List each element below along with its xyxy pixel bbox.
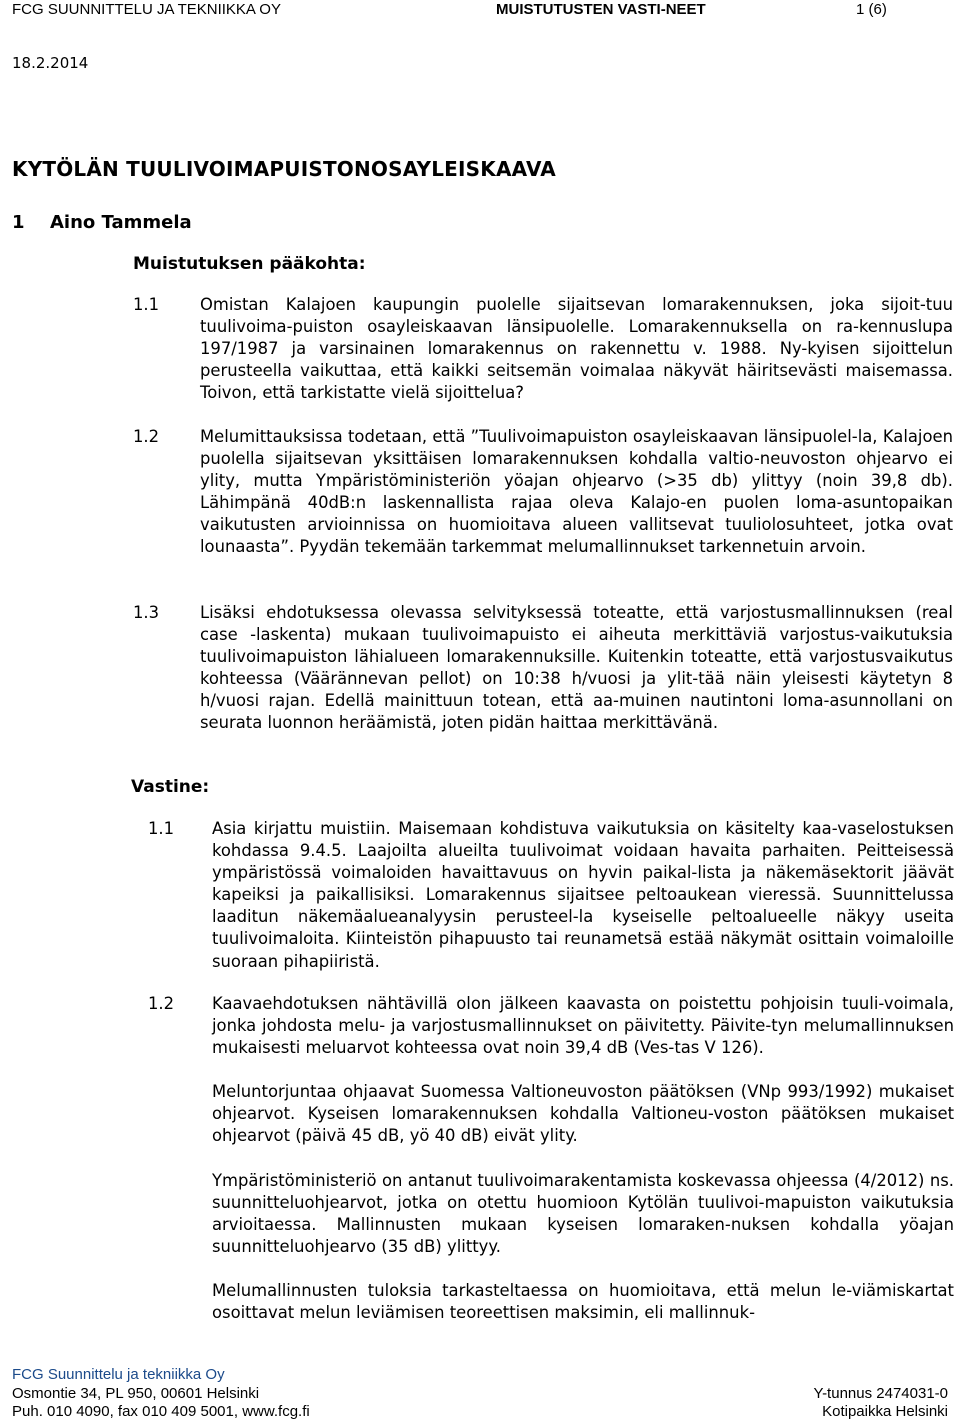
item-paragraph: Meluntorjuntaa ohjaavat Suomessa Valtioneuvoston päätöksen (VNp 993/1992) mukaiset ohjearvot. Kyseisen lomarakennuksen kohdalla Valtioneu-voston päätöksen mukaiset ohjearvot (päivä 45 dB, yö 40 dB) eivät ylity. [212,1082,954,1146]
header-page-number: 1 (6) [856,1,887,18]
item-paragraph: Ympäristöministeriö on antanut tuulivoimarakentamista koskevassa ohjeessa (4/2012) ns. suunnitteluohjearvot, jotka on otettu huomioon Kytölän tuulivoi-mapuiston vaikutuksia arvioitaessa. Mallinnusten mukaan kyseisen lomaraken-nuksen kohdalla yöajan suunnitteluohjearvo (35 dB) ylittyy. [212,1170,954,1256]
item-paragraph: Lisäksi ehdotuksessa olevassa selvityksessä toteatte, että varjostusmallinnuksen (real case -laskenta) mukaan tuulivoimapuisto ei aiheuta merkittäviä varjostus-vaikutuksia tuulivoimapuiston lähialueen lomarakennuksille. Kuitenkin toteatte, että varjostusvaikutus kohteessa (Väärännevan pellot) on 10:38 h/vuosi ja ylit-tää näin yleisesti käytetyn 8 h/vuosi rajan. Edellä mainittuun totean, että aa-muinen nautintoni loma-asunnollani on seurata luonnon heräämistä, joten pidän haittaa merkittävänä. [200,603,953,733]
item-paragraph: Melumallinnusten tuloksia tarkasteltaessa on huomioitava, että melun le-viämiskartat osoittavat melun leviämisen teoreettisen maksimin, eli mallinnuk- [212,1280,954,1323]
item-paragraph: Melumittauksissa todetaan, että ”Tuulivoimapuiston osayleiskaavan länsipuolel-la, Kalajoen puolella sijaitsevan yksittäisen lomarakennuksen kohdalla valtio-neuvoston ohjearvo ei ylity, mutta Ympäristöministeriön yöajan ohjearvo (>35 db) ylittyy (noin 39,8 db). Lähimpänä 40dB:n laskennallista rajaa oleva Kalajo-en puolen loma-asuntopaikan vaikutusten arvioinnissa on huomioitava alueen vallitsevat tuuliolosuhteet, jotka ovat lounaasta”. Pyydän tekemään tarkemmat melumallinnukset tarkennetuin arvoin. [200,427,953,557]
footer-company: FCG Suunnittelu ja tekniikka Oy [12,1366,225,1383]
vastine-heading: Vastine: [131,777,210,797]
footer-business-id: Y-tunnus 2474031-0 [813,1385,948,1402]
footer-contact: Puh. 010 4090, fax 010 409 5001, www.fcg.fi [12,1403,310,1420]
footer-row [12,1385,948,1404]
item-number: 1.1 [133,295,160,314]
item-number: 1.1 [148,819,175,838]
document-title: KYTÖLÄN TUULIVOIMAPUISTONOSAYLEISKAAVA [12,157,556,181]
header-date: 18.2.2014 [12,54,89,72]
muistutus-heading: Muistutuksen pääkohta: [133,254,366,274]
footer-address: Osmontie 34, PL 950, 00601 Helsinki [12,1385,260,1402]
section-number: 1 [12,212,25,233]
header-company: FCG SUUNNITTELU JA TEKNIIKKA OY [12,1,281,18]
footer-row [12,1403,948,1422]
item-number: 1.2 [148,994,175,1013]
item-paragraph: Kaavaehdotuksen nähtävillä olon jälkeen kaavasta on poistettu pohjoisin tuuli-voimala, jonka johdosta melu- ja varjostusmallinnukset on päivitetty. Päivite-tyn melumallinnuksen mukaisesti meluarvot kohteessa ovat noin 39,4 dB (Ves-tas V 126). [212,994,954,1058]
item-paragraph: Omistan Kalajoen kaupungin puolelle sijaitsevan lomarakennuksen, joka sijoit-tuu tuulivoima-puiston osayleiskaavan länsipuolelle. Lomarakennuksella on ra-kennuslupa 197/1987 ja varsinainen lomarakennus on rakennettu v. 1988. Ny-kyisen sijoittelun perusteella vaikuttaa, että kaikki seitsemän voimalaa näkyvät häiritsevästi maisemassa. Toivon, että tarkistatte vielä sijoittelua? [200,295,953,403]
item-number: 1.3 [133,603,160,622]
item-paragraph: Asia kirjattu muistiin. Maisemaan kohdistuva vaikutuksia on käsitelty kaa-vaselostuksen kohdassa 9.4.5. Laajoilta alueilta tuulivoimat voidaan havaita parhaiten. Peitteisessä ympäristössä voimaloiden havaittavuus on hyvin paikal-lista ja näkemäsektorit jäävät kapeiksi ja paikallisiksi. Lomarakennus sijaitsee peltoaukean vieressä. Suunnittelussa laaditun näkemäalueanalyysin perusteel-la kyseiselle peltoalueelle näkyy useita tuulivoimaloita. Kiinteistön pihapuusto tai reunametsä estää näkymät osittain voimaloille suoraan pihapiiristä. [212,819,954,971]
section-heading [12,212,192,233]
section-name: Aino Tammela [50,212,192,233]
header-document-type: MUISTUTUSTEN VASTI-NEET [496,1,706,18]
footer-domicile: Kotipaikka Helsinki [822,1403,948,1420]
item-number: 1.2 [133,427,160,446]
